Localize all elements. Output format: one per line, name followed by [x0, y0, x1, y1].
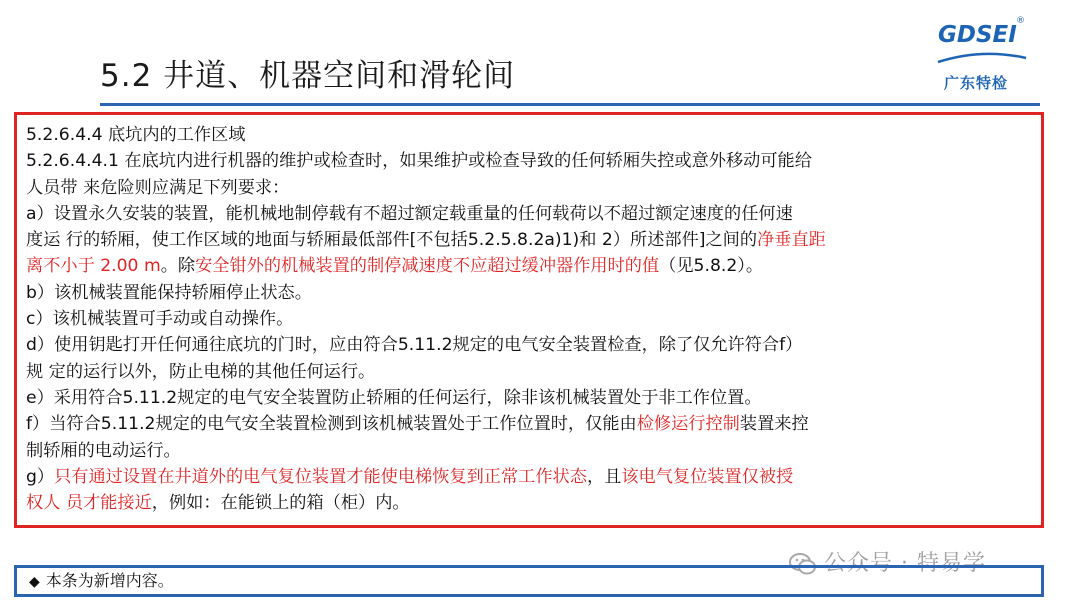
item-f-line-1	[26, 411, 1033, 437]
slide-title: 5.2 井道、机器空间和滑轮间	[100, 58, 516, 94]
item-a-line-3-text-1: 。除	[160, 256, 196, 277]
gdsei-logo	[932, 14, 1032, 94]
logo-brand-text: GDSEI	[938, 22, 1017, 48]
note-box	[14, 565, 1044, 597]
item-b: b）该机械装置能保持轿厢停止状态。	[26, 282, 312, 303]
clause-intro-line-2: 人员带 来危险则应满足下列要求：	[26, 177, 290, 198]
logo-subtitle: 广东特检	[944, 74, 1009, 92]
item-g-line-2-highlight: 权人 员才能接近	[26, 493, 152, 514]
item-f-line-1-highlight: 检修运行控制	[636, 414, 740, 435]
logo-swoosh-icon	[936, 50, 1028, 66]
item-a-line-3	[26, 253, 1033, 279]
logo-registered-mark: ®	[1016, 16, 1025, 26]
item-a-line-2-highlight: 净垂直距	[757, 230, 826, 251]
item-e: e）采用符合5.11.2规定的电气安全装置防止轿厢的任何运行，除非该机械装置处于非工作位置。	[26, 387, 762, 408]
item-a-line-3-highlight-1: 离不小于 2.00 m	[26, 256, 161, 277]
clause-heading: 5.2.6.4.4 底坑内的工作区域	[26, 125, 246, 145]
item-g-line-1	[26, 464, 1033, 490]
item-c: c）该机械装置可手动或自动操作。	[26, 309, 294, 330]
item-a-line-1: a）设置永久安装的装置，能机械地制停载有不超过额定载重量的任何载荷以不超过额定速度的任何速	[26, 203, 793, 224]
item-g-line-2-text: ，例如：在能锁上的箱（柜）内。	[151, 493, 410, 514]
item-g-line-1-highlight-1: 只有通过设置在井道外的电气复位装置才能使电梯恢复到正常工作状态	[54, 466, 587, 487]
item-a-line-3-highlight-2: 安全钳外的机械装置的制停减速度不应超过缓冲器作用时的值	[195, 256, 660, 277]
watermark-text: 公众号 · 特易学	[824, 551, 986, 576]
clause-intro-line-1: 5.2.6.4.4.1 在底坑内进行机器的维护或检查时，如果维护或检查导致的任何轿厢失控或意外移动可能给	[26, 151, 812, 172]
item-g-line-1-highlight-2: 该电气复位装置仅被授	[621, 466, 794, 487]
item-d-line-2: 规 定的运行以外，防止电梯的其他任何运行。	[26, 361, 376, 382]
item-g-line-1-text-1: g）	[26, 466, 55, 487]
diamond-bullet-icon: ◆	[29, 574, 40, 590]
item-g-line-1-text-2: ，且	[586, 466, 622, 487]
note-text: 本条为新增内容。	[45, 571, 174, 590]
item-d-line-1: d）使用钥匙打开任何通往底坑的门时，应由符合5.11.2规定的电气安全装置检查，除了仅允许符合f）	[26, 335, 803, 356]
item-a-line-3-text-2: （见5.8.2）。	[659, 256, 764, 277]
item-f-line-1-text-2: 装置来控	[739, 414, 809, 435]
item-f-line-2: 制轿厢的电动运行。	[26, 440, 181, 461]
item-f-line-1-text-1: f）当符合5.11.2规定的电气安全装置检测到该机械装置处于工作位置时，仅能由	[26, 414, 637, 435]
clause-content-box	[14, 112, 1044, 528]
item-g-line-2	[26, 490, 1033, 516]
item-a-line-2-text: 度运 行的轿厢，使工作区域的地面与轿厢最低部件[不包括5.2.5.8.2a)1)和 2）所述部件]之间的	[26, 230, 758, 251]
item-a-line-2	[26, 227, 1033, 253]
title-divider	[100, 103, 1040, 106]
